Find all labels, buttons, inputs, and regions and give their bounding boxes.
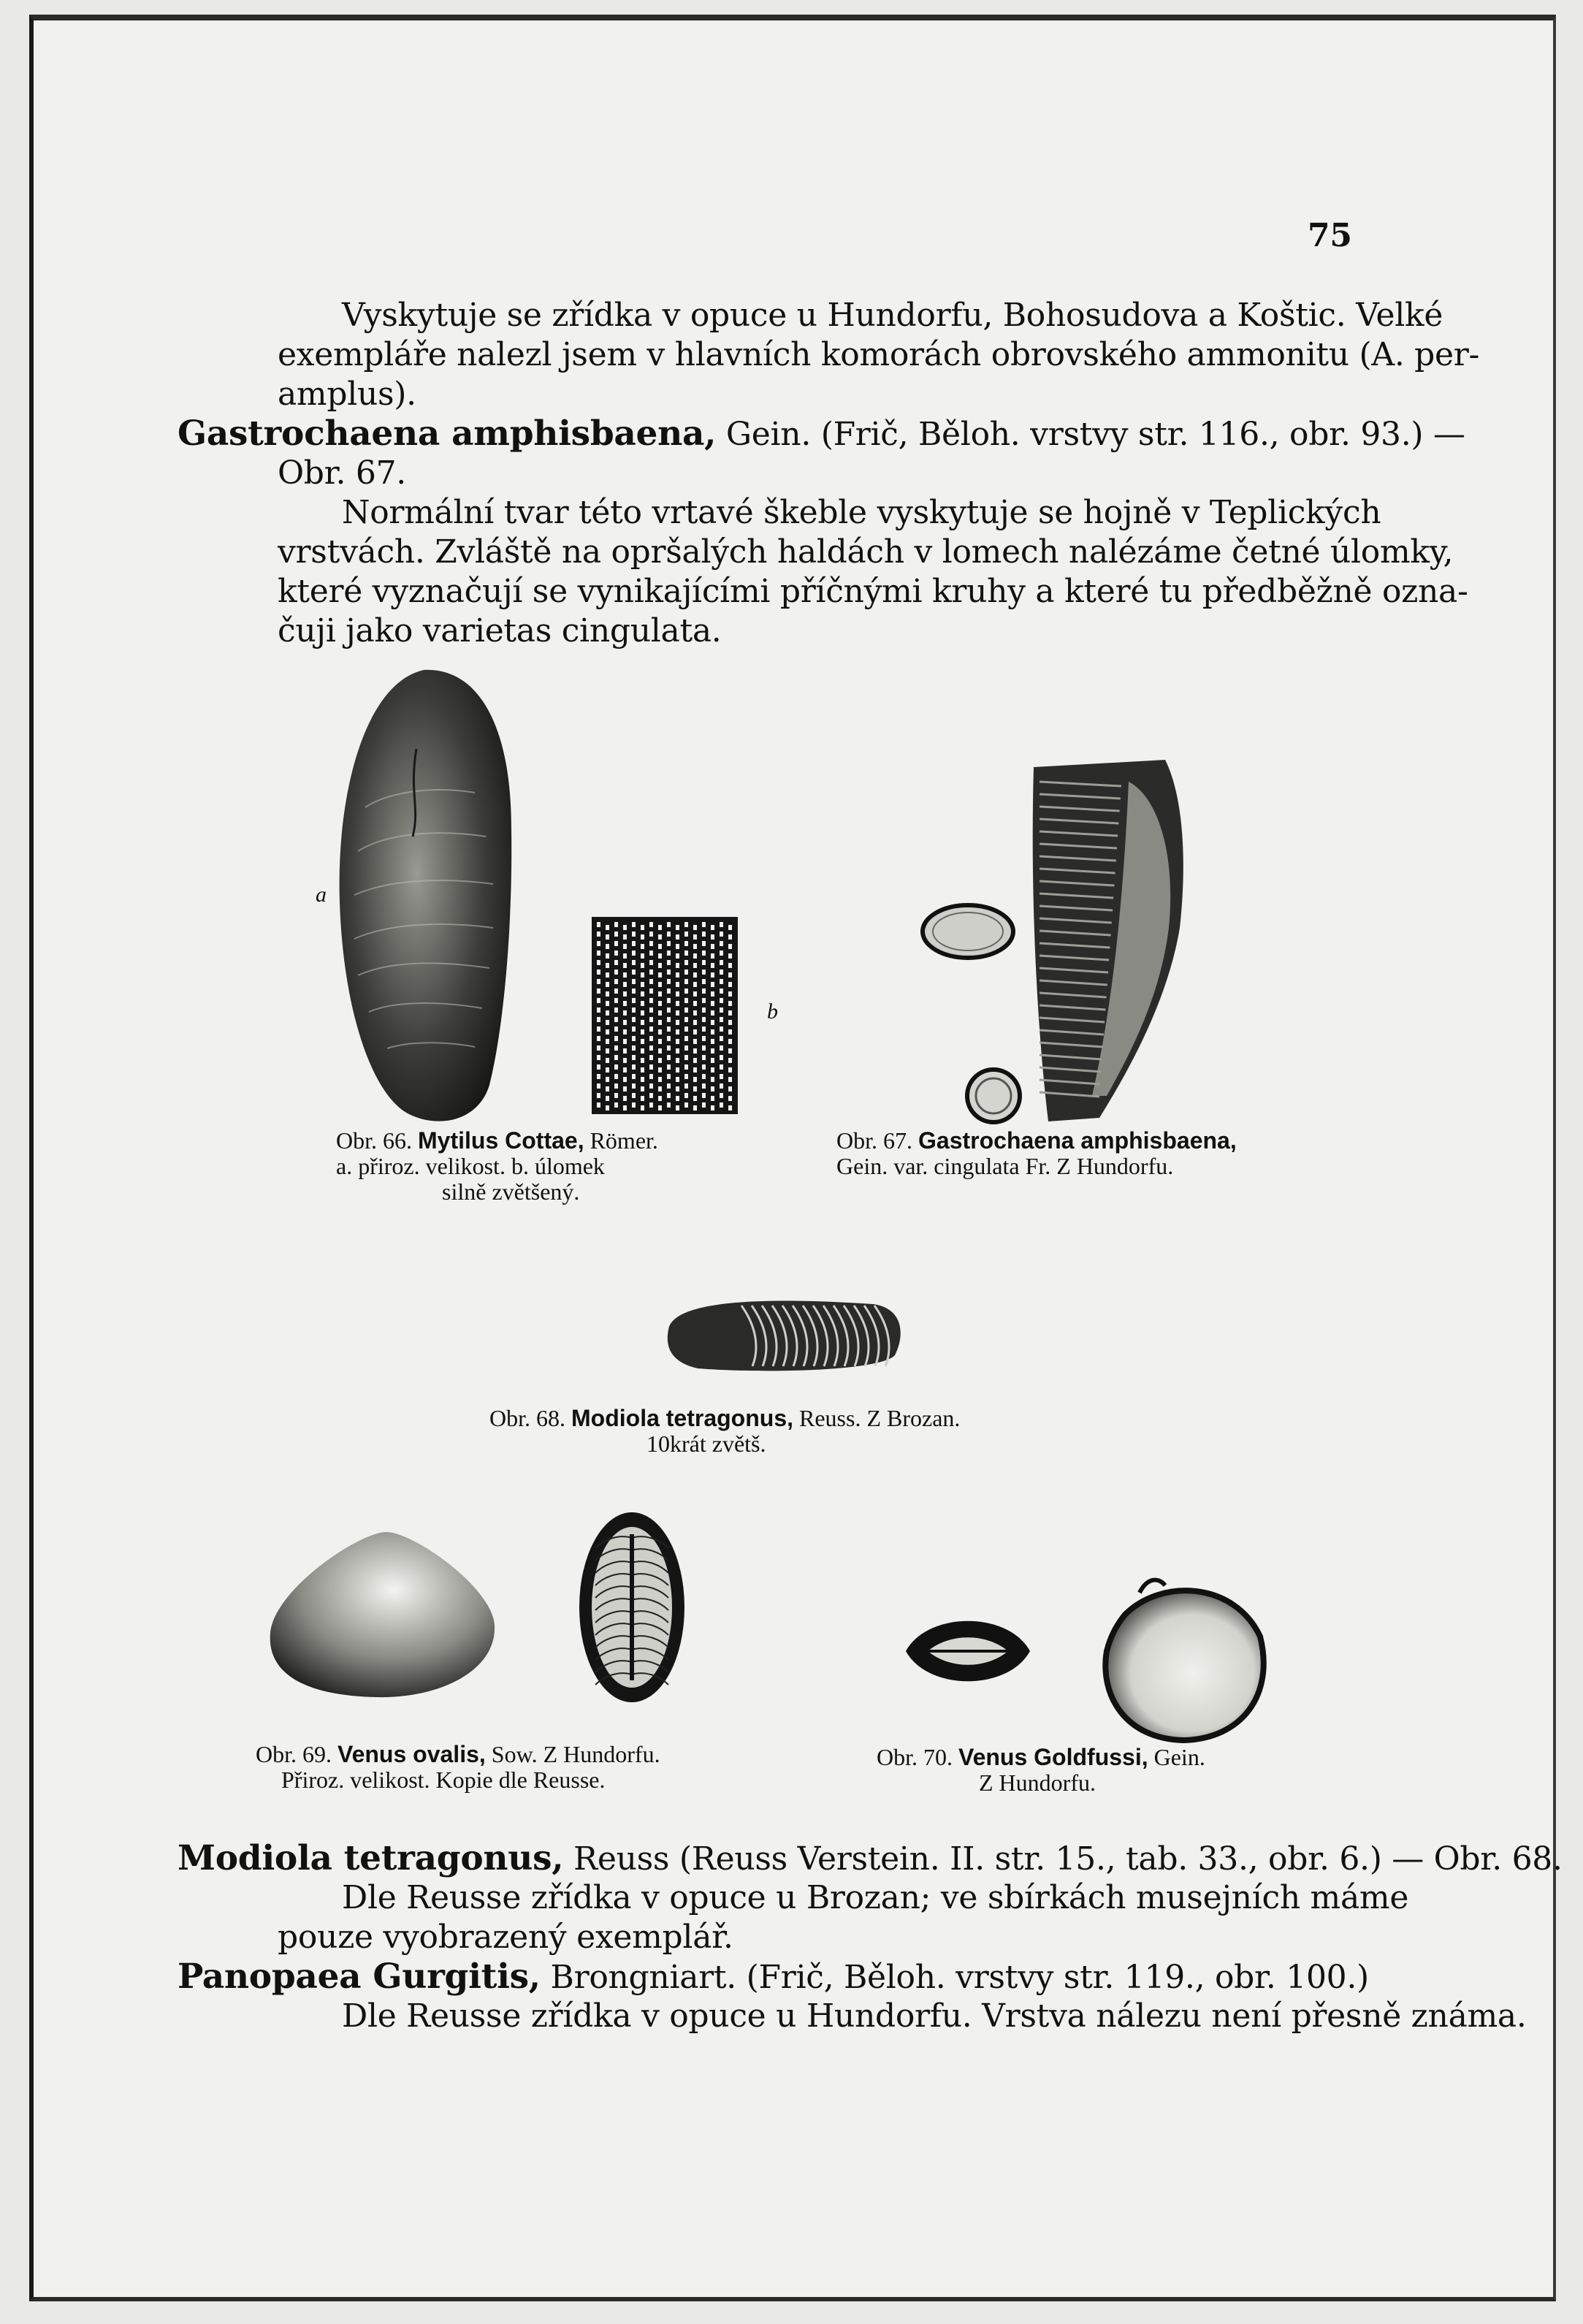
- shell-fragment-figure: [588, 913, 741, 1118]
- entry-heading: [178, 1957, 1369, 1997]
- entry-heading: [178, 1839, 1563, 1879]
- caption-author: Reuss. Z Brozan.: [799, 1405, 961, 1431]
- caption-species: Mytilus Cottae,: [418, 1127, 584, 1154]
- page-number: 75: [1308, 217, 1352, 254]
- caption-author: Gein.: [1153, 1744, 1205, 1770]
- modiola-shell-figure: [654, 1289, 909, 1377]
- caption-species: Gastrochaena amphisbaena,: [918, 1127, 1237, 1154]
- gastrochaena-tube-figure: [1019, 753, 1194, 1132]
- caption-fig68-line1: [489, 1405, 960, 1431]
- caption-fig69-line1: [256, 1741, 660, 1767]
- caption-author: Sow. Z Hundorfu.: [491, 1741, 660, 1767]
- venus-goldfussi-profile-figure: [899, 1604, 1037, 1699]
- caption-fig67-line1: [836, 1127, 1237, 1154]
- caption-prefix: Obr. 68.: [489, 1405, 565, 1431]
- mytilus-shell-figure: [329, 661, 519, 1129]
- caption-fig69-line2: Přiroz. velikost. Kopie dle Reusse.: [281, 1767, 606, 1793]
- venus-ovalis-shell-figure: [259, 1523, 504, 1706]
- paragraph-line: amplus).: [278, 376, 416, 413]
- paragraph-line: Vyskytuje se zřídka v opuce u Hundorfu, Bohosudova a Koštic. Velké: [342, 297, 1443, 334]
- caption-author: Römer.: [590, 1127, 658, 1154]
- entry-reference: Gein. (Frič, Běloh. vrstvy str. 116., obr. 93.) —: [716, 416, 1465, 453]
- species-name: Panopaea Gurgitis,: [178, 1957, 541, 1997]
- paragraph-line: vrstvách. Zvláště na opršalých haldách v lomech nalézáme četné úlomky,: [278, 533, 1454, 571]
- paragraph-line: pouze vyobrazený exemplář.: [278, 1919, 733, 1956]
- caption-fig66-line2: a. přiroz. velikost. b. úlomek: [336, 1153, 605, 1179]
- caption-species: Venus Goldfussi,: [958, 1744, 1148, 1770]
- figure-label-a: a: [316, 883, 327, 907]
- entry-reference: Reuss (Reuss Verstein. II. str. 15., tab. 33., obr. 6.) — Obr. 68.: [563, 1840, 1563, 1878]
- entry-reference: Brongniart. (Frič, Běloh. vrstvy str. 119., obr. 100.): [540, 1959, 1369, 1996]
- caption-fig70-line2: Z Hundorfu.: [979, 1769, 1096, 1796]
- caption-species: Venus ovalis,: [337, 1741, 486, 1767]
- paragraph-line: Dle Reusse zřídka v opuce u Hundorfu. Vrstva nálezu není přesně známa.: [342, 1997, 1527, 2035]
- figure-label-b: b: [767, 999, 778, 1024]
- paragraph-line: které vyznačují se vynikajícími příčnými kruhy a které tu předběžně ozna-: [278, 573, 1468, 610]
- paragraph-line: Dle Reusse zřídka v opuce u Brozan; ve sbírkách musejních máme: [342, 1879, 1409, 1916]
- gastrochaena-ring-figure: [917, 899, 1019, 964]
- caption-prefix: Obr. 66.: [336, 1127, 412, 1154]
- caption-fig67-line2: Gein. var. cingulata Fr. Z Hundorfu.: [836, 1153, 1174, 1179]
- species-name: Modiola tetragonus,: [178, 1838, 564, 1878]
- paragraph-line: exempláře nalezl jsem v hlavních komorách obrovského ammonitu (A. per-: [278, 336, 1480, 373]
- paragraph-line: Normální tvar této vrtavé škeble vyskytuje se hojně v Teplických: [342, 494, 1381, 531]
- caption-prefix: Obr. 67.: [836, 1127, 912, 1154]
- caption-species: Modiola tetragonus,: [571, 1405, 793, 1431]
- venus-goldfussi-shell-figure: [1096, 1571, 1275, 1746]
- caption-prefix: Obr. 70.: [877, 1744, 953, 1770]
- gastrochaena-small-ring-figure: [961, 1063, 1026, 1129]
- paragraph-line: čuji jako varietas cingulata.: [278, 612, 722, 649]
- caption-fig66-line1: [336, 1127, 658, 1154]
- caption-fig68-line2: 10krát zvětš.: [646, 1430, 766, 1457]
- caption-prefix: Obr. 69.: [256, 1741, 332, 1767]
- entry-figure-ref: Obr. 67.: [278, 454, 406, 492]
- entry-heading: [178, 414, 1465, 454]
- venus-ovalis-hinge-figure: [573, 1505, 690, 1710]
- caption-fig70-line1: [877, 1744, 1205, 1770]
- species-name: Gastrochaena amphisbaena,: [178, 414, 717, 454]
- caption-fig66-line3: silně zvětšený.: [442, 1178, 580, 1205]
